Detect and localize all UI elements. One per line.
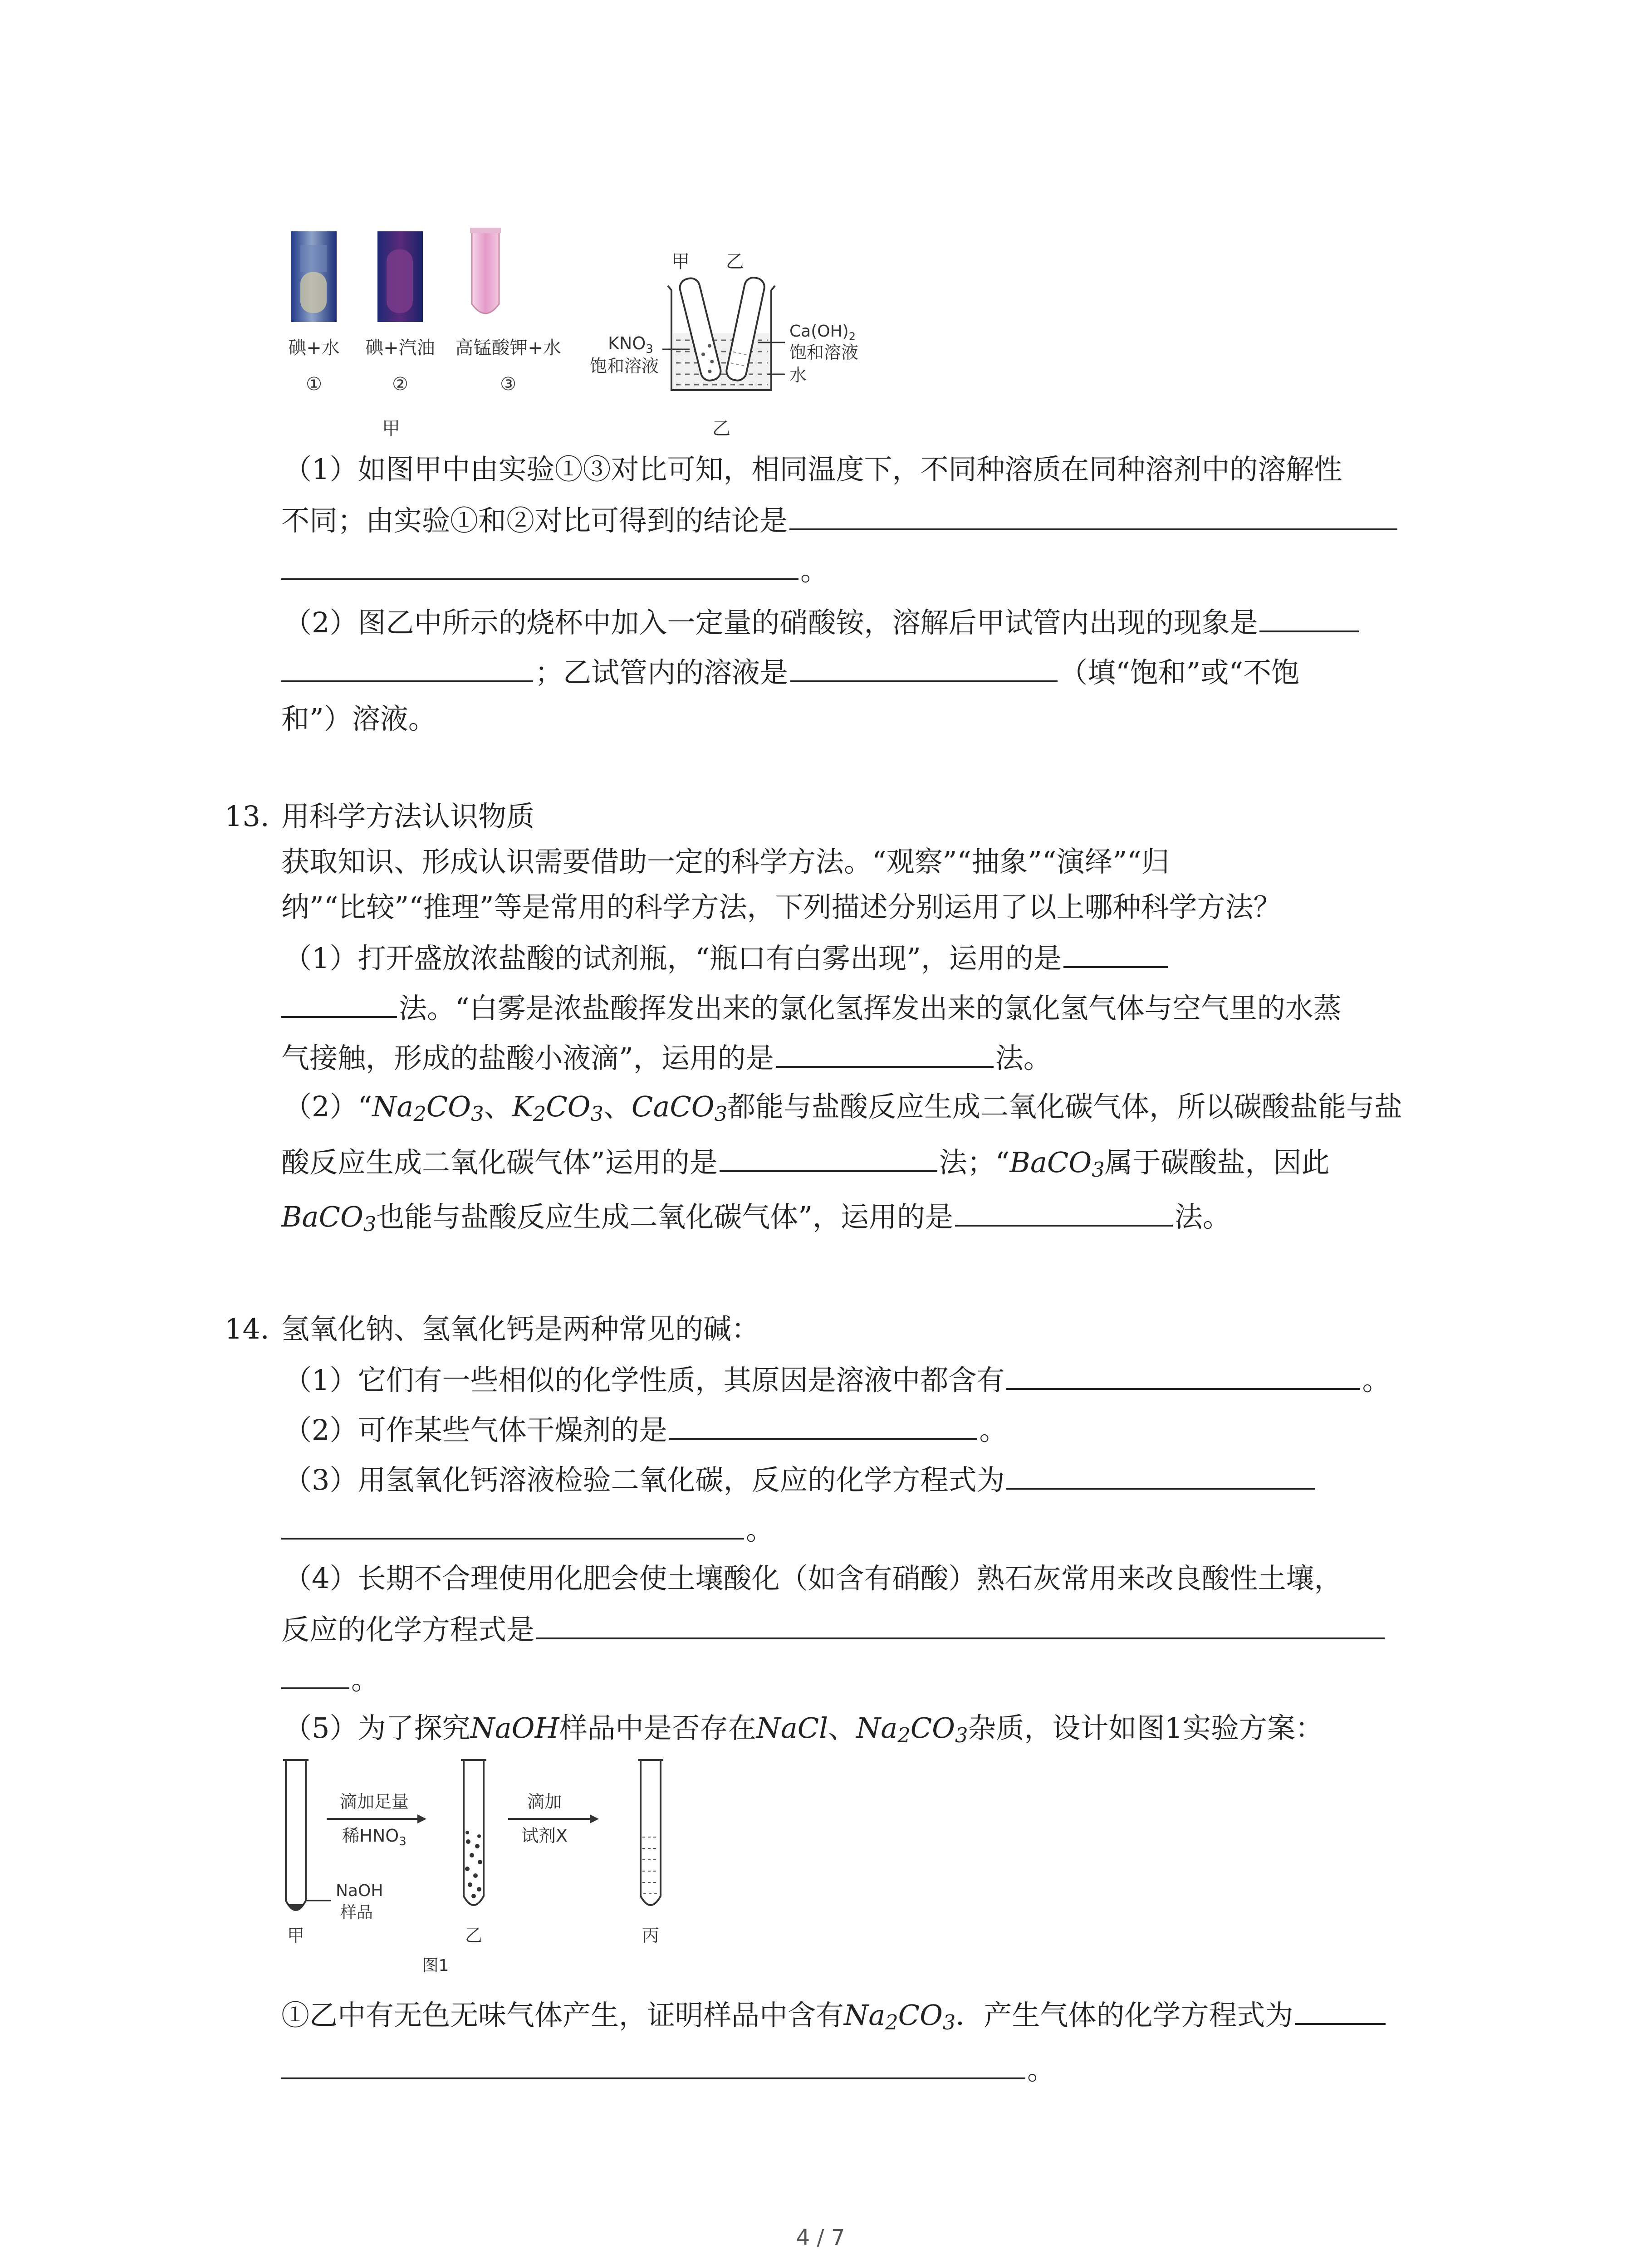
q14-answer-blank-3[interactable]	[1006, 1456, 1315, 1490]
tube-yi	[461, 1760, 486, 1905]
q14-part3-line2: 。	[281, 1506, 1456, 1553]
naoh-sample-label-1: NaOH	[336, 1882, 383, 1900]
q12-part1-line2: 不同；由实验①和②对比可得到的结论是	[281, 497, 1456, 543]
q14-answer-blank-2[interactable]	[669, 1406, 977, 1440]
q13-title: 13. 用科学方法认识物质	[281, 794, 1456, 839]
tube2-number: ②	[392, 374, 408, 395]
q13-part1-line3: 气接触，形成的盐酸小液滴”，运用的是 法。	[281, 1034, 1456, 1081]
q13-answer-blank-1b[interactable]	[281, 984, 397, 1018]
q14-part5-question1-line2: 。	[281, 2046, 1456, 2092]
q14-answer-blank-4b[interactable]	[281, 1656, 349, 1689]
q13-part2-line2: 酸反应生成二氧化碳气体”运用的是 法；“BaCO$_3$属于碳酸盐，因此	[281, 1139, 1456, 1193]
q13-part1-line1: （1）打开盛放浓盐酸的试剂瓶，“瓶口有白雾出现”，运用的是	[284, 934, 1459, 981]
figure-solubility-experiments	[272, 218, 885, 454]
figure-naoh-experiment	[272, 1751, 749, 1978]
q14-title: 14. 氢氧化钠、氢氧化钙是两种常见的碱：	[281, 1306, 1456, 1352]
figure-yi-caption: 乙	[712, 418, 730, 439]
naoh-sample-label-2: 样品	[340, 1903, 373, 1922]
caoh-label-line2: 饱和溶液	[789, 342, 859, 362]
q14-answer-blank-4[interactable]	[536, 1606, 1385, 1639]
q14-part5-question1: ①乙中有无色无味气体产生，证明样品中含有$Na_2CO_3$．产生气体的化学方程式为	[281, 1991, 1456, 2045]
q12-answer-blank-1b[interactable]	[281, 547, 798, 580]
q13-answer-blank-2[interactable]	[776, 1034, 994, 1068]
q13-intro-line1: 获取知识、形成认识需要借助一定的科学方法。“观察”“抽象”“演绎”“归	[281, 845, 1170, 878]
tube-bing	[638, 1760, 663, 1905]
page-number: 4 / 7	[796, 2225, 845, 2250]
beaker-label-yi: 乙	[726, 251, 744, 272]
q14-answer-blank-5b[interactable]	[281, 2046, 1025, 2079]
tube-iodine-water	[291, 231, 337, 322]
q13-part2-line3: BaCO$_3$也能与盐酸反应生成二氧化碳气体”，运用的是 法。	[281, 1193, 1456, 1247]
q14-part3: （3）用氢氧化钙溶液检验二氧化碳，反应的化学方程式为	[284, 1456, 1459, 1503]
arrow2-label-1: 滴加	[527, 1792, 562, 1812]
q12-part2-line2: ；乙试管内的溶液是 （填“饱和”或“不饱	[281, 649, 1456, 695]
q14-part4-line3: 。	[281, 1656, 1456, 1702]
tube-permanganate-water	[470, 228, 501, 313]
q12-part2-line3: 和”）溶液。	[281, 702, 436, 735]
q13-answer-blank-3[interactable]	[720, 1139, 937, 1172]
label-bing: 丙	[642, 1926, 660, 1945]
tube-jia	[283, 1760, 331, 1910]
arrow1-label-2: 稀$HNO_3$	[342, 1826, 407, 1848]
q12-answer-blank-2b[interactable]	[281, 649, 533, 682]
tube-iodine-gasoline	[377, 231, 423, 322]
tube1-label: 碘+水	[288, 337, 340, 358]
q14-answer-blank-1[interactable]	[1006, 1356, 1360, 1390]
figure-caption: 图1	[422, 1956, 449, 1975]
q14-part4-line1: （4）长期不合理使用化肥会使土壤酸化（如含有硝酸）熟石灰常用来改良酸性土壤，	[284, 1562, 1342, 1595]
q12-answer-blank-1[interactable]	[789, 497, 1397, 530]
q14-part1: （1）它们有一些相似的化学性质，其原因是溶液中都含有 。	[284, 1356, 1459, 1403]
q12-answer-blank-3[interactable]	[790, 649, 1058, 682]
tube3-number: ③	[500, 374, 516, 395]
q14-number: 14.	[225, 1312, 269, 1345]
q12-part2-line1: （2）图乙中所示的烧杯中加入一定量的硝酸铵，溶解后甲试管内出现的现象是	[284, 599, 1459, 645]
arrow2-label-2: 试剂X	[521, 1826, 568, 1846]
water-label: 水	[789, 365, 807, 385]
q14-part4-line2: 反应的化学方程式是	[281, 1606, 1456, 1652]
q14-answer-blank-5[interactable]	[1295, 1991, 1386, 2025]
arrow1-label-1: 滴加足量	[339, 1792, 409, 1812]
q13-part1-line2: 法。“白雾是浓盐酸挥发出来的氯化氢挥发出来的氯化氢气体与空气里的水蒸	[281, 984, 1456, 1031]
beaker-label-jia: 甲	[671, 251, 690, 272]
q13-answer-blank-4[interactable]	[955, 1193, 1173, 1227]
q14-part5: （5）为了探究NaOH样品中是否存在NaCl、$Na_2CO_3$杂质，设计如图1实验方案：	[284, 1711, 1323, 1747]
caoh-label-line1: $Ca(OH)_2$	[789, 322, 856, 343]
q13-part2-line1: $(2)“Na_2CO_3$、$K_2CO_3$、CaCO$_3$都能与盐酸反应生成二氧化碳气体，所以碳酸盐能与盐	[284, 1090, 1403, 1126]
q13-number: 13.	[225, 800, 269, 833]
label-yi: 乙	[465, 1926, 483, 1945]
q12-answer-blank-2[interactable]	[1259, 599, 1359, 632]
kno3-label-line2: 饱和溶液	[590, 356, 659, 376]
q14-part2: （2）可作某些气体干燥剂的是 。	[284, 1406, 1459, 1453]
q12-part1-line1: （1）如图甲中由实验①③对比可知，相同温度下，不同种溶质在同种溶剂中的溶解性	[284, 453, 1342, 486]
tube2-label: 碘+汽油	[365, 337, 435, 358]
kno3-label-line1: $KNO_3$	[608, 333, 653, 356]
beaker-diagram	[590, 251, 858, 439]
label-jia: 甲	[287, 1926, 305, 1945]
tube1-number: ①	[306, 374, 322, 395]
q13-intro-line2: 纳”“比较”“推理”等是常用的科学方法，下列描述分别运用了以上哪种科学方法？	[281, 890, 1282, 924]
q12-part1-line3: 。	[281, 547, 1456, 593]
q14-answer-blank-3b[interactable]	[281, 1506, 744, 1540]
figure-jia-caption: 甲	[382, 418, 400, 439]
q13-answer-blank-1[interactable]	[1063, 934, 1168, 968]
tube3-label: 高锰酸钾+水	[455, 337, 561, 358]
